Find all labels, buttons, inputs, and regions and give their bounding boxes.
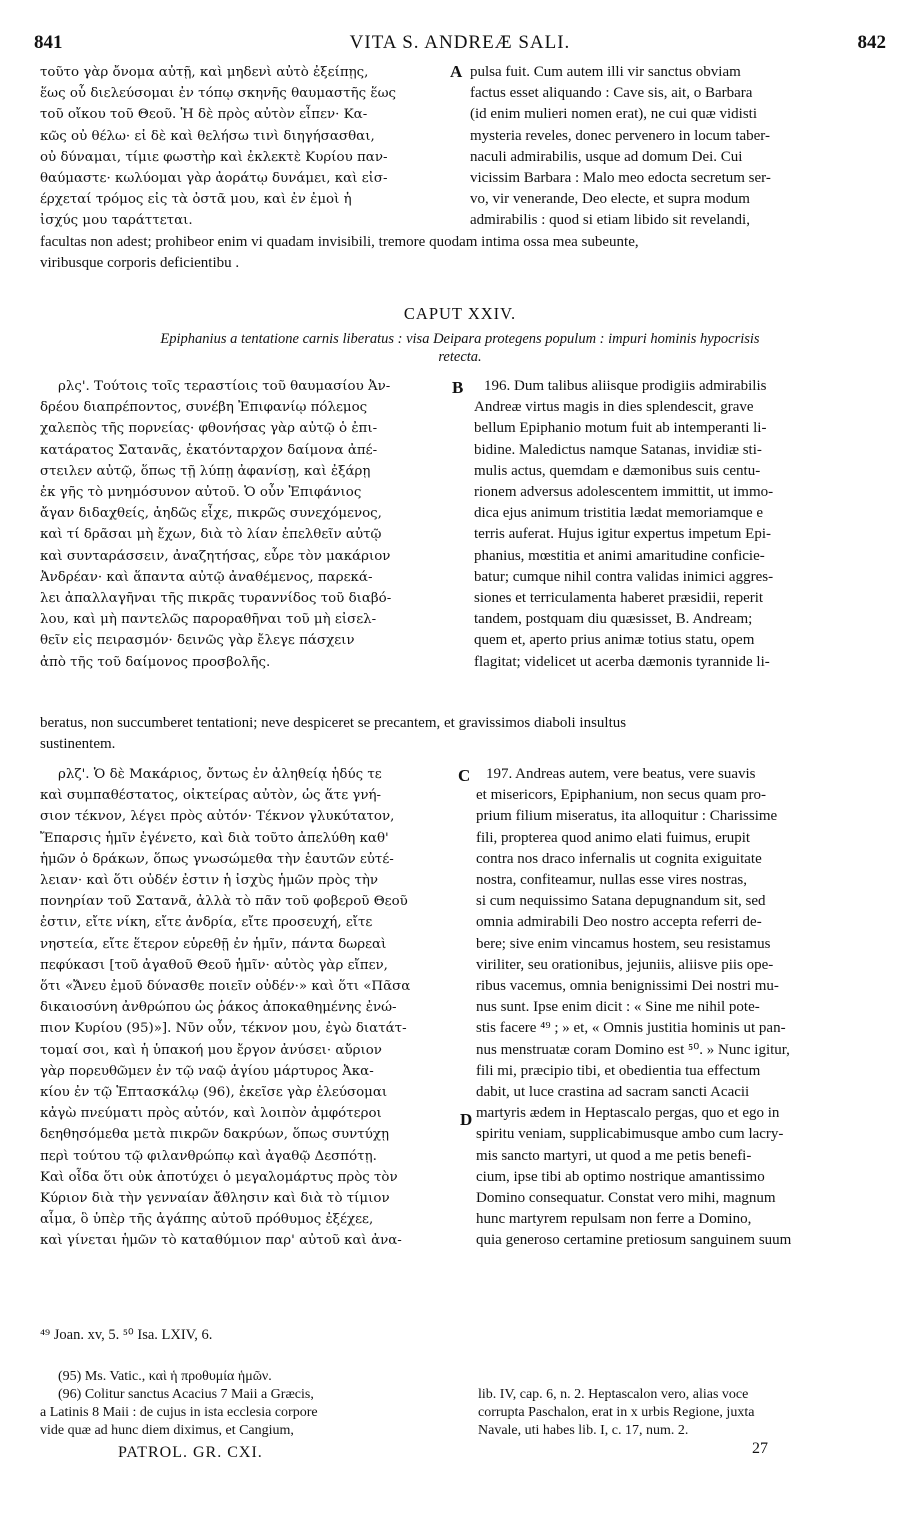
page-number-right: 842 (857, 32, 886, 53)
text-line: Ἔπαρσις ἡμῖν ἐγένετο, καὶ διὰ τοῦτο ἀπελύθη καθ' (40, 830, 389, 846)
text-line: fili mi, præcipio tibi, et obedientia tua effectum (476, 1062, 761, 1079)
text-line: viriliter, seu orationibus, jejuniis, aliisve piis ope- (476, 956, 774, 973)
text-line: nostra, confiteamur, nullas esse vires nostras, (476, 872, 747, 889)
text-line: mulis actus, quemdam e dæmonibus suis centu- (474, 462, 761, 479)
text-line: dabit, ut luce crastina ad sacram sancti Acacii (476, 1084, 750, 1101)
text-line: terris auferat. Hujus igitur expertus impetum Epi- (474, 526, 772, 543)
greek-column-197 (40, 764, 458, 1252)
text-line: omnia admirabili Deo nostro accepta referri de- (476, 914, 762, 931)
text-line: 196. Dum talibus aliisque prodigiis admirabilis (484, 378, 767, 394)
latin-column-197 (476, 764, 880, 1252)
text-line: τοῦτο γὰρ ὄνομα αὐτῇ, καὶ μηδενὶ αὐτὸ ἐξείπῃς, (40, 65, 369, 80)
text-line: ὅτι «Ἄνευ ἐμοῦ δύνασθε ποιεῖν οὐδέν·» καὶ ὅτι «Πᾶσα (40, 979, 411, 995)
text-line: Κύριον διὰ τὴν γενναίαν ἄθλησιν καὶ διὰ τὸ τίμιον (40, 1191, 390, 1207)
scripture-references: ⁴⁹ Joan. xv, 5. ⁵⁰ Isa. LXIV, 6. (40, 1327, 213, 1343)
note-line: (95) Ms. Vatic., καὶ ἡ προθυμία ἡμῶν. (58, 1369, 272, 1384)
text-line: πιον Κυρίου (95)»]. Νῦν οὖν, τέκνον μου, ἐγὼ διατάτ- (40, 1021, 407, 1037)
text-line: stis facere ⁴⁹ ; » et, « Omnis justitia hominis ut pan- (476, 1020, 786, 1037)
text-line: 197. Andreas autem, vere beatus, vere suavis (486, 766, 756, 782)
text-line: si cum nequissimo Satana depugnandum sit, sed (476, 893, 766, 910)
text-line: admirabilis : quod si etiam libido sit revelandi, (470, 212, 750, 229)
note-line: a Latinis 8 Maii : de cujus in ista ecclesia corpore (40, 1405, 318, 1420)
text-line: καὶ συνταράσσειν, ἀναζητήσας, εὗρε τὸν μακάριον (40, 548, 391, 564)
notes-left (40, 1368, 460, 1440)
text-line: batur; cumque nihil contra validas inimici aggres- (474, 568, 774, 585)
text-line: viribusque corporis deficientibu . (40, 255, 240, 272)
text-line: bellum Epiphanio motum fuit ab intemperanti li- (474, 420, 767, 437)
note-line: lib. IV, cap. 6, n. 2. Heptascalon vero, alias voce (478, 1387, 749, 1402)
text-line: κἀγὼ πνεύματι πρὸς αὐτόν, καὶ λοιπὸν ἀμφότεροι (40, 1106, 382, 1122)
text-line: κατάρατος Σατανᾶς, ἑκατόνταρχον δαίμονα ἀπέ- (40, 442, 378, 458)
text-line: rionem adversus adolescentem immittit, ut immo- (474, 484, 774, 501)
chapter-summary (40, 330, 880, 366)
text-line: στειλεν αὐτῷ, ὅπως τῇ λύπῃ ἀφανίσῃ, καὶ ἐξάρῃ (40, 463, 371, 479)
chapter-heading: CAPUT XXIV. (403, 304, 517, 323)
text-line: περὶ τούτου τῷ φιλανθρώπῳ καὶ ἀγαθῷ Δεσπότῃ. (40, 1148, 377, 1164)
text-line: ἰσχύς μου ταράττεται. (40, 213, 193, 229)
greek-column-top (40, 62, 458, 232)
text-line: ἕως οὗ διελεύσομαι ἐν τόπῳ σκηνῆς θαυμαστῆς ἕως (40, 86, 396, 102)
text-line: vicissim Barbara : Malo meo edocta secretum ser- (470, 170, 771, 187)
text-line: bere; sive enim vincamus hostem, seu resistamus (476, 935, 771, 952)
text-line: mis sancto martyri, ut quod a me petis benefi- (476, 1147, 752, 1164)
text-line: πεφύκασι [τοῦ ἀγαθοῦ Θεοῦ ἡμῖν· αὐτὸς γὰρ εἴπεν, (40, 957, 388, 973)
margin-marker-d: D (460, 1110, 473, 1129)
text-line: sustinentem. (40, 736, 116, 753)
text-line: θεῖν εἰς πειρασμόν· δεινῶς γὰρ ἔλεγε πάσχειν (40, 633, 355, 649)
text-line: phanius, mœstitia et animi amaritudine conficie- (474, 547, 765, 564)
text-line: κίου ἐν τῷ Ἑπτασκάλῳ (96), ἐκεῖσε γὰρ ἐλεύσομαι (40, 1085, 388, 1101)
text-line: factus esset aliquando : Cave sis, ait, o Barbara (470, 85, 753, 102)
text-line: ἀπὸ τῆς τοῦ δαίμονος προσβολῆς. (40, 654, 271, 670)
note-line: corrupta Paschalon, erat in x urbis Regione, juxta (478, 1405, 755, 1420)
text-line: θαύμαστε· κωλύομαι γὰρ ἀοράτῳ δυνάμει, καὶ εἰσ- (40, 171, 388, 187)
text-line: Andreæ virtus magis in dies splendescit, grave (474, 399, 754, 416)
volume-signature: PATROL. GR. CXI. (118, 1444, 263, 1461)
text-line: καὶ γίνεται ἡμῶν τὸ καταθύμιον παρ' αὐτοῦ καὶ ἀνα- (40, 1233, 402, 1249)
text-line: nus menstruatæ coram Domino est ⁵⁰. » Nunc igitur, (476, 1041, 790, 1058)
text-line: spiritu veniam, supplicabimusque ambo cum lacry- (476, 1126, 784, 1143)
margin-marker-b: B (452, 378, 464, 397)
latin-column-196 (474, 376, 880, 673)
text-line: έρχεταί τρόμος εἰς τὰ ὀστᾶ μου, καὶ ἐν ἐμοὶ ἡ (40, 192, 352, 208)
text-line: fili, propterea quod animo elati fuimus, erupit (476, 829, 751, 846)
margin-marker-a: A (450, 62, 463, 81)
text-line: γὰρ πορευθῶμεν ἐν τῷ ναῷ ἁγίου μάρτυρος Ἀκα- (40, 1063, 374, 1079)
text-line: cium, ipse tibi ab optimo nostrique amantissimo (476, 1168, 765, 1185)
text-line: αἷμα, ὃ ὑπὲρ τῆς ἀγάπης αὐτοῦ πρόθυμος ἐξέχεε, (40, 1212, 374, 1228)
latin-continuation-196 (40, 713, 880, 755)
text-line: καὶ τί δρᾶσαι μὴ ἔχων, διὰ τὸ λίαν ἐπελθεῖν αὐτῷ (40, 527, 382, 543)
note-line: (96) Colitur sanctus Acacius 7 Maii a Græcis, (58, 1387, 314, 1402)
text-line: τομαί σοι, καὶ ἡ ὑπακοή μου ἔργον ἀνύσει· αὔριον (40, 1042, 382, 1058)
signature-number: 27 (752, 1440, 768, 1457)
text-line: tandem, postquam diu quæsisset, B. Andream; (474, 611, 753, 628)
text-line: flagitat; videlicet ut acerba dæmonis tyrannide li- (474, 653, 770, 670)
text-line: quia generoso certamine pretiosum sanguinem suum (476, 1232, 792, 1249)
latin-column-top (470, 62, 880, 232)
text-line: quem et, aperto prius animæ totius statu, opem (474, 632, 755, 649)
running-header (34, 32, 886, 58)
running-title: VITA S. ANDREÆ SALI. (349, 32, 571, 53)
text-line: καὶ συμπαθέστατος, οἰκτείρας αὐτὸν, ὡς ἅτε γνή- (40, 788, 382, 804)
text-line: δρέου διαπρέποντος, συνέβη Ἐπιφανίῳ πόλεμος (40, 400, 368, 416)
text-line: dica ejus animum tristitia lædat memoriamque e (474, 505, 764, 522)
text-line: martyris ædem in Heptascalo pergas, quo et ego in (476, 1105, 780, 1122)
text-line: facultas non adest; prohibeor enim vi quadam invisibili, tremore quodam intima ossa mea subeunte, (40, 234, 639, 250)
text-line: prium filium miseratus, ita alloquitur : Charissime (476, 808, 778, 825)
text-line: mysteria reveles, donec pervenero in locum taber- (470, 127, 770, 144)
margin-marker-c: C (458, 766, 471, 785)
text-line: κῶς οὐ θέλω· εἰ δὲ καὶ θελήσω τινὶ διηγήσασθαι, (40, 128, 375, 144)
text-line: nus sunt. Ipse enim dicit : « Sine me nihil pote- (476, 999, 760, 1016)
text-line: Καὶ οἶδα ὅτι οὐκ ἀποτύχει ὁ μεγαλομάρτυς πρὸς τὸν (40, 1169, 398, 1185)
text-line: pulsa fuit. Cum autem illi vir sanctus obviam (470, 64, 741, 80)
text-line: πονηρίαν τοῦ Σατανᾶ, ἀλλὰ τὸ πᾶν τοῦ φοβεροῦ Θεοῦ (40, 894, 408, 910)
text-line: (id enim mulieri nomen erat), ne cui quæ vidisti (470, 106, 758, 123)
text-line: ἡμῶν ὁ δράκων, ὅπως γνωσώμεθα τὴν ἑαυτῶν εὐτέ- (40, 851, 394, 867)
text-line: ribus vacemus, omnia benignissimi Dei nostri mu- (476, 978, 779, 995)
text-line: οὐ δύναμαι, τίμιε φωστὴρ καὶ ἐκλεκτὲ Κυρίου παν- (40, 149, 388, 165)
text-line: νηστεία, εἴτε ἕτερον εὑρεθῇ ἐν ἡμῖν, πάντα δωρεαὶ (40, 936, 387, 952)
text-line: τοῦ οἴκου τοῦ Θεοῦ. Ἡ δὲ πρὸς αὐτὸν εἶπεν· Κα- (40, 107, 368, 123)
summary-line: Epiphanius a tentatione carnis liberatus : visa Deipara protegens populum : impuri hominis hypocrisis (160, 331, 760, 347)
text-line: Domino consequatur. Constat vero mihi, magnum (476, 1190, 776, 1207)
text-line: λου, καὶ μὴ παντελῶς παροραθῆναι τοῦ μὴ εἰσελ- (40, 612, 377, 628)
text-line: bidine. Maledictus namque Satanas, invidiæ sti- (474, 441, 762, 458)
text-line: ἄγαν διδαχθείς, ἀηδῶς εἶχε, πικρῶς συνεχόμενος, (40, 506, 382, 522)
text-line: δεηθησόμεθα μετὰ πικρῶν δακρύων, ὅπως συντύχῃ (40, 1127, 389, 1143)
text-line: contra nos draco infernalis ut cognita exiguitate (476, 850, 762, 867)
greek-column-196 (40, 376, 458, 673)
text-line: χαλεπὸς τῆς πορνείας· φθονήσας γὰρ αὐτῷ ὁ ἐπι- (40, 421, 378, 437)
text-line: ἐστιν, εἴτε νίκη, εἴτε ἀνδρία, εἴτε προσευχή, εἴτε (40, 915, 373, 931)
text-line: σιον τέκνον, λέγει πρὸς αὐτόν· Τέκνον γλυκύτατον, (40, 809, 395, 825)
text-line: λει ἀπαλλαγῆναι τῆς πικρᾶς τυραννίδος τοῦ διαβό- (40, 591, 392, 607)
text-line: siones et terriculamenta haberet præsidii, reperit (474, 590, 764, 607)
text-line: ἐκ γῆς τὸ μνημόσυνον αὐτοῦ. Ὁ οὖν Ἐπιφάνιος (40, 485, 362, 501)
text-line: Ἀνδρέαν· καὶ ἅπαντα αὐτῷ ἀναθέμενος, παρεκά- (40, 569, 373, 585)
text-line: et misericors, Epiphanium, non secus quam pro- (476, 787, 766, 804)
note-line: vide quæ ad hunc diem diximus, et Cangium, (40, 1423, 294, 1438)
text-line: vo, vir venerande, Deo electe, et supra modum (470, 191, 750, 208)
latin-continuation-top (40, 232, 880, 274)
text-line: hunc martyrem repulsam non ferre a Domino, (476, 1211, 752, 1228)
text-line: δικαιοσύνη ἀνθρώπου ὡς ῥάκος ἀποκαθημένης ἐνώ- (40, 1000, 397, 1016)
text-line: naculi admirabilis, usque ad domum Dei. Cui (470, 148, 743, 165)
text-line: ρλς'. Τούτοις τοῖς τεραστίοις τοῦ θαυμασίου Ἀν- (58, 379, 391, 394)
text-line: ρλζ'. Ὁ δὲ Μακάριος, ὄντως ἐν ἀληθείᾳ ἡδύς τε (58, 767, 382, 782)
notes-right (478, 1386, 878, 1440)
page-number-left: 841 (34, 32, 63, 53)
note-line: Navale, uti habes lib. I, c. 17, num. 2. (478, 1423, 689, 1438)
text-line: beratus, non succumberet tentationi; neve despiceret se precantem, et gravissimos diaboli insultus (40, 715, 627, 731)
text-line: λειαν· καὶ ὅτι οὐδέν ἐστιν ἡ ἰσχὺς ἡμῶν πρὸς τὴν (40, 873, 379, 889)
summary-line: retecta. (438, 349, 482, 365)
